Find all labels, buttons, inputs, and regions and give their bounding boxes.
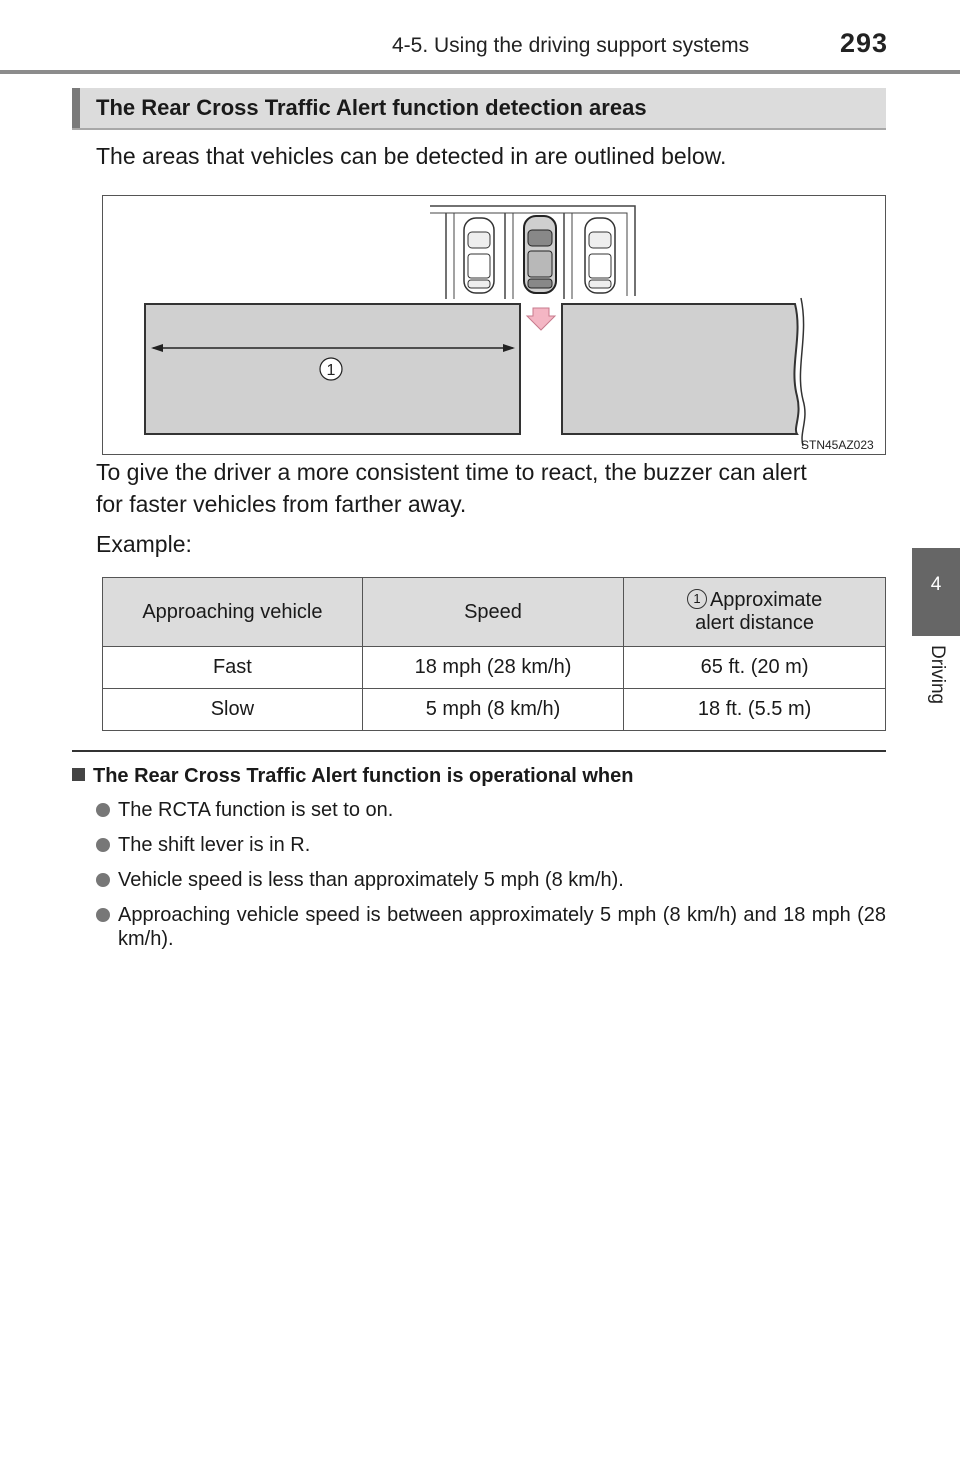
operational-heading-text: The Rear Cross Traffic Alert function is operational when (93, 765, 634, 787)
example-label: Example: (96, 531, 192, 557)
section-title-bar (72, 88, 886, 130)
section-divider (72, 750, 886, 752)
cell-speed: 5 mph (8 km/h) (362, 689, 623, 731)
cell-distance: 65 ft. (20 m) (624, 647, 886, 689)
break-line (800, 298, 805, 446)
detection-zone-right (562, 304, 799, 434)
header-alert-distance-line2: alert distance (695, 612, 815, 634)
header-rule (0, 70, 960, 74)
operational-conditions-list (96, 798, 886, 962)
detection-area-figure (102, 195, 886, 455)
header-alert-distance (624, 578, 886, 647)
cell-vehicle: Slow (103, 689, 363, 731)
title-accent (72, 88, 80, 128)
header-speed: Speed (362, 578, 623, 647)
chapter-tab-label: Driving (927, 645, 948, 705)
reverse-direction-arrow (527, 308, 555, 330)
square-bullet-icon (72, 768, 85, 781)
parked-car-left-icon (464, 218, 494, 293)
page-number: 293 (840, 28, 889, 58)
explanation-line-2: for faster vehicles from farther away. (96, 491, 467, 517)
table-row (103, 647, 886, 689)
parked-car-right-icon (585, 218, 615, 293)
cell-distance: 18 ft. (5.5 m) (624, 689, 886, 731)
operational-heading (72, 765, 633, 788)
callout-badge: 1 (687, 589, 707, 609)
alert-distance-table (102, 577, 886, 731)
table-row (103, 689, 886, 731)
cell-vehicle: Fast (103, 647, 363, 689)
list-item: The shift lever is in R. (96, 833, 886, 857)
section-title: The Rear Cross Traffic Alert function detection areas (96, 95, 647, 120)
table-header-row (103, 578, 886, 647)
list-item: Approaching vehicle speed is between approximately 5 mph (8 km/h) and 18 mph (28 km/h). (96, 903, 886, 951)
explanation-line-1: To give the driver a more consistent time to react, the buzzer can alert (96, 459, 807, 485)
cell-speed: 18 mph (28 km/h) (362, 647, 623, 689)
header-alert-distance-line1: Approximate (709, 589, 823, 611)
list-item: The RCTA function is set to on. (96, 798, 886, 822)
list-item: Vehicle speed is less than approximately 5 mph (8 km/h). (96, 868, 886, 892)
detection-area-illustration (103, 196, 885, 454)
chapter-tab-number: 4 (930, 574, 942, 595)
header-approaching-vehicle: Approaching vehicle (103, 578, 363, 647)
figure-code: STN45AZ023 (801, 438, 874, 452)
intro-text: The areas that vehicles can be detected in are outlined below. (96, 143, 727, 169)
own-vehicle-icon (524, 216, 556, 293)
callout-number: 1 (326, 362, 336, 379)
section-path: 4-5. Using the driving support systems (392, 34, 750, 57)
